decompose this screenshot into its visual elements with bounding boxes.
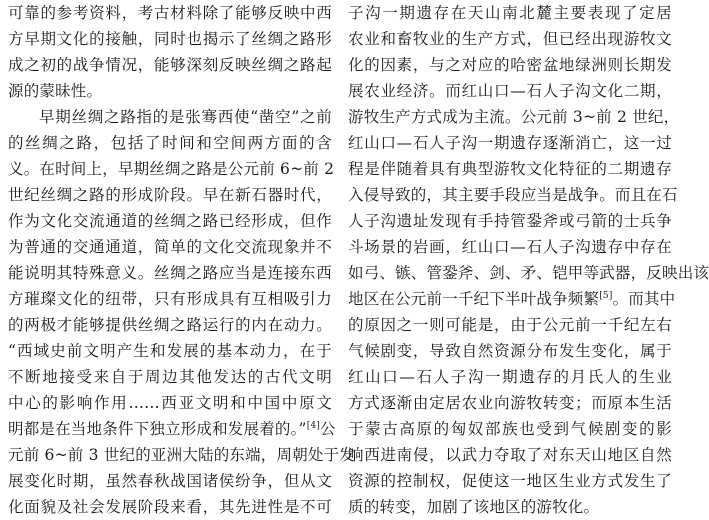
text-line: 义。在时间上，早期丝绸之路是公元前 6~前 2 [8, 160, 335, 178]
text-line: 质的转变，加剧了该地区的游牧化。 [348, 498, 600, 516]
text-line: 斗场景的岩画，红山口—石人子沟遗存中存在 [348, 238, 672, 256]
text-line: “西域史前文明产生和发展的基本动力，在于 [8, 342, 332, 360]
text-line: 程是伴随着具有典型游牧文化特征的二期遗存 [348, 160, 672, 178]
text-line: 游牧生产方式成为主流。公元前 3~前 2 世纪， [348, 108, 680, 126]
text-line: 农业和畜牧业的生产方式，但已经出现游牧文 [348, 30, 672, 48]
text-line: 气候剧变，导致自然资源分布发生变化，属于 [348, 342, 672, 360]
line-text: 地区在公元前一千纪下半叶战争频繁 [348, 290, 600, 308]
text-line: 元前 6~前 3 世纪的亚洲大陆的东端，周朝处于发 [8, 446, 355, 464]
text-line: 化的因素，与之对应的哈密盆地绿洲则长期发 [348, 56, 672, 74]
text-line: 作为文化交流通道的丝绸之路已经形成，但作 [8, 212, 332, 230]
text-line: 如弓、镞、管銎斧、剑、矛、铠甲等武器，反映出该 [348, 264, 709, 282]
right-column [348, 0, 709, 516]
line-tail: 。而其中 [612, 290, 676, 308]
text-line: 展农业经济。而红山口—石人子沟文化二期， [348, 82, 672, 100]
line-tail: 公 [320, 420, 336, 438]
citation-ref: [4] [306, 420, 321, 431]
text-line: 中心的影响作用……西亚文明和中国中原文 [8, 394, 332, 412]
text-line: 为普通的交通通道，简单的文化交流现象并不 [8, 238, 332, 256]
text-line: 方早期文化的接触，同时也揭示了丝绸之路形 [8, 30, 332, 48]
line-text: 明都是在当地条件下独立形成和发展着的。” [8, 420, 307, 438]
text-line: 红山口—石人子沟一期遗存逐渐消亡，这一过 [348, 134, 672, 152]
text-line: 成之初的战争情况，能够深刻反映丝绸之路起 [8, 56, 332, 74]
text-line: 资源的控制权，促使这一地区生业方式发生了 [348, 472, 672, 490]
citation-ref: [5] [599, 290, 613, 301]
text-line: 于蒙古高原的匈奴部族也受到气候剧变的影 [348, 420, 672, 438]
text-line: 响西进南侵，以武力夺取了对东天山地区自然 [348, 446, 672, 464]
text-line: 源的蒙昧性。 [8, 82, 103, 100]
text-line: 的原因之一则可能是，由于公元前一千纪左右 [348, 316, 672, 334]
paragraph-start-line: 早期丝绸之路指的是张骞西使“凿空”之前 [39, 108, 332, 126]
text-line: 不断地接受来自于周边其他发达的古代文明 [8, 368, 332, 386]
text-line: 的两极才能够提供丝绸之路运行的内在动力。 [8, 316, 332, 334]
text-line: 方璀璨文化的纽带，只有形成具有互相吸引力 [8, 290, 332, 308]
text-line: 子沟一期遗存在天山南北麓主要表现了定居 [348, 4, 672, 22]
text-line-with-citation [8, 416, 336, 442]
left-column [8, 0, 355, 516]
text-line: 能说明其特殊意义。丝绸之路应当是连接东西 [8, 264, 332, 282]
text-line: 化面貌及社会发展阶段来看，其先进性是不可 [8, 498, 332, 516]
text-line: 红山口—石人子沟一期遗存的月氏人的生业 [348, 368, 672, 386]
text-line-with-citation [348, 286, 676, 312]
text-line: 可靠的参考资料，考古材料除了能够反映中西 [8, 4, 332, 22]
text-line: 展变化时期，虽然春秋战国诸侯纷争，但从文 [8, 472, 332, 490]
text-line: 入侵导致的，其主要手段应当是战争。而且在石 [348, 186, 678, 204]
text-line: 的丝绸之路，包括了时间和空间两方面的含 [8, 134, 332, 152]
text-line: 人子沟遗址发现有手持管銎斧或弓箭的士兵争 [348, 212, 672, 230]
text-line: 方式逐渐由定居农业向游牧转变；而原本生活 [348, 394, 672, 412]
text-line: 世纪丝绸之路的形成阶段。早在新石器时代， [8, 186, 332, 204]
